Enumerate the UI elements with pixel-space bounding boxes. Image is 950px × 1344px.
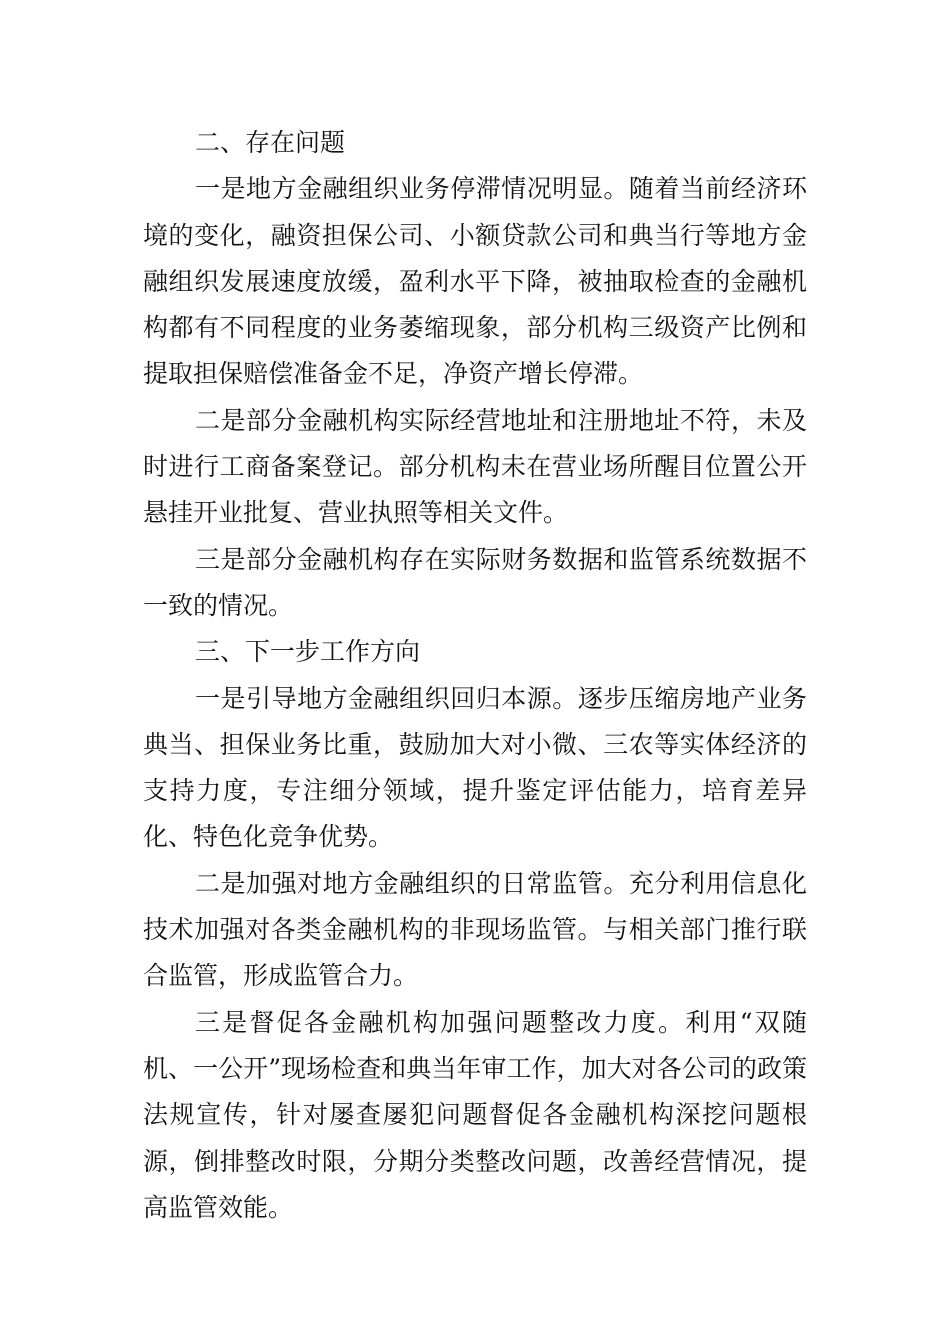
paragraph-problem-2: 二是部分金融机构实际经营地址和注册地址不符，未及时进行工商备案登记。部分机构未在营业场所醒目位置公开悬挂开业批复、营业执照等相关文件。 [143,405,807,528]
paragraph-problem-3: 三是部分金融机构存在实际财务数据和监管系统数据不一致的情况。 [143,544,807,620]
paragraph-next-step-2: 二是加强对地方金融组织的日常监管。充分利用信息化技术加强对各类金融机构的非现场监管。与相关部门推行联合监管，形成监管合力。 [143,868,807,991]
paragraph-next-step-1: 一是引导地方金融组织回归本源。逐步压缩房地产业务典当、担保业务比重，鼓励加大对小微、三农等实体经济的支持力度，专注细分领域，提升鉴定评估能力，培育差异化、特色化竞争优势。 [143,683,807,852]
paragraph-next-step-3: 三是督促各金融机构加强问题整改力度。利用“双随机、一公开”现场检查和典当年审工作，加大对各公司的政策法规宣传，针对屡查屡犯问题督促各金融机构深挖问题根源，倒排整改时限，分期分类整改问题，改善经营情况，提高监管效能。 [143,1007,807,1222]
section-heading-next-steps: 三、下一步工作方向 [195,637,421,667]
paragraph-problem-1: 一是地方金融组织业务停滞情况明显。随着当前经济环境的变化，融资担保公司、小额贷款公司和典当行等地方金融组织发展速度放缓，盈利水平下降，被抽取检查的金融机构都有不同程度的业务萎缩现象，部分机构三级资产比例和提取担保赔偿准备金不足，净资产增长停滞。 [143,174,807,389]
document-page [143,120,807,1231]
section-heading-problems: 二、存在问题 [195,128,346,157]
